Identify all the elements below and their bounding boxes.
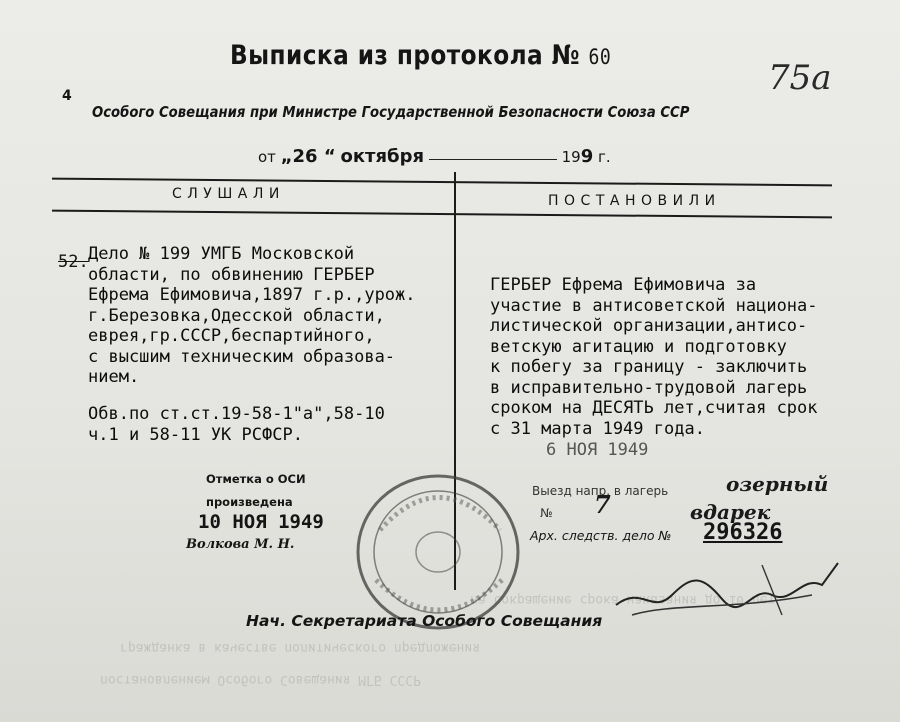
charge-articles: Обв.по ст.ст.19-58-1"а",58-10 ч.1 и 58-11 УК РСФСР. xyxy=(88,404,385,445)
date-suffix: г. xyxy=(598,148,611,166)
os-mark-label: Отметка о ОСИ xyxy=(206,472,306,486)
camp-no-label: № xyxy=(540,506,553,520)
table-header-rule xyxy=(52,210,832,219)
item-number: 52. xyxy=(58,252,89,272)
date-underline xyxy=(429,159,557,160)
issuing-body: Особого Совещания при Министре Государственной Безопасности Союза ССР xyxy=(92,103,690,121)
camp-no-handwritten: 7 xyxy=(594,490,611,519)
date-month: октября xyxy=(340,146,425,167)
bleed-through-line: гражданка в качестве политического предложения xyxy=(120,640,481,655)
secretariat-signature-line: Нач. Секретариата Особого Совещания xyxy=(246,612,603,630)
signature-scribble xyxy=(612,555,852,635)
protocol-date xyxy=(258,146,611,167)
date-year: 19 xyxy=(561,148,581,166)
column-heading-right: ПОСТАНОВИЛИ xyxy=(548,193,721,209)
camp-label: Выезд напр. в лагерь xyxy=(532,484,669,498)
bleed-through-line: на сокращение срока наказания до 10 лет xyxy=(470,592,776,607)
title-text: Выписка из протокола № xyxy=(230,40,581,71)
camp-handwritten: озерный xyxy=(726,472,829,496)
protocol-number: 60 xyxy=(588,45,612,69)
os-mark-done: произведена xyxy=(206,495,293,509)
column-heading-left: СЛУШАЛИ xyxy=(172,186,285,202)
date-day: „26 “ xyxy=(280,146,336,167)
archive-label: Арх. следств. дело № xyxy=(530,528,672,543)
document-title xyxy=(230,40,611,71)
page-number: 4 xyxy=(62,88,72,104)
heard-case-text: Дело № 199 УМГБ Московской области, по обвинению ГЕРБЕР Ефрема Ефимовича,1897 г.р.,урож. г.Березовка,Одесской области, еврея,гр.СССР,беспартийного, с высшим техническим образова- нием. xyxy=(88,244,416,387)
os-mark-date: 10 НОЯ 1949 xyxy=(198,511,324,533)
archive-number: 296326 xyxy=(703,520,783,545)
resolution-text: ГЕРБЕР Ефрема Ефимовича за участие в антисоветской национа- листической организации,антисо- ветскую агитацию и подготовку к побегу за границу - заключить в исправительно-трудовой лагерь сроком на ДЕСЯТЬ лет,считая срок с 31 марта 1949 года. xyxy=(490,275,818,439)
date-year-hand: 9 xyxy=(580,146,594,167)
bleed-through-line: постановлением Особого Совещания МГБ СССР xyxy=(100,672,421,687)
camp-handwritten-second: вдарек xyxy=(690,500,771,524)
received-stamp-date: 6 НОЯ 1949 xyxy=(546,440,649,460)
handwritten-page-number: 75а xyxy=(768,58,832,98)
date-prefix: от xyxy=(258,148,276,166)
table-top-rule xyxy=(52,178,832,187)
os-mark-signer: Волкова М. Н. xyxy=(186,537,295,552)
